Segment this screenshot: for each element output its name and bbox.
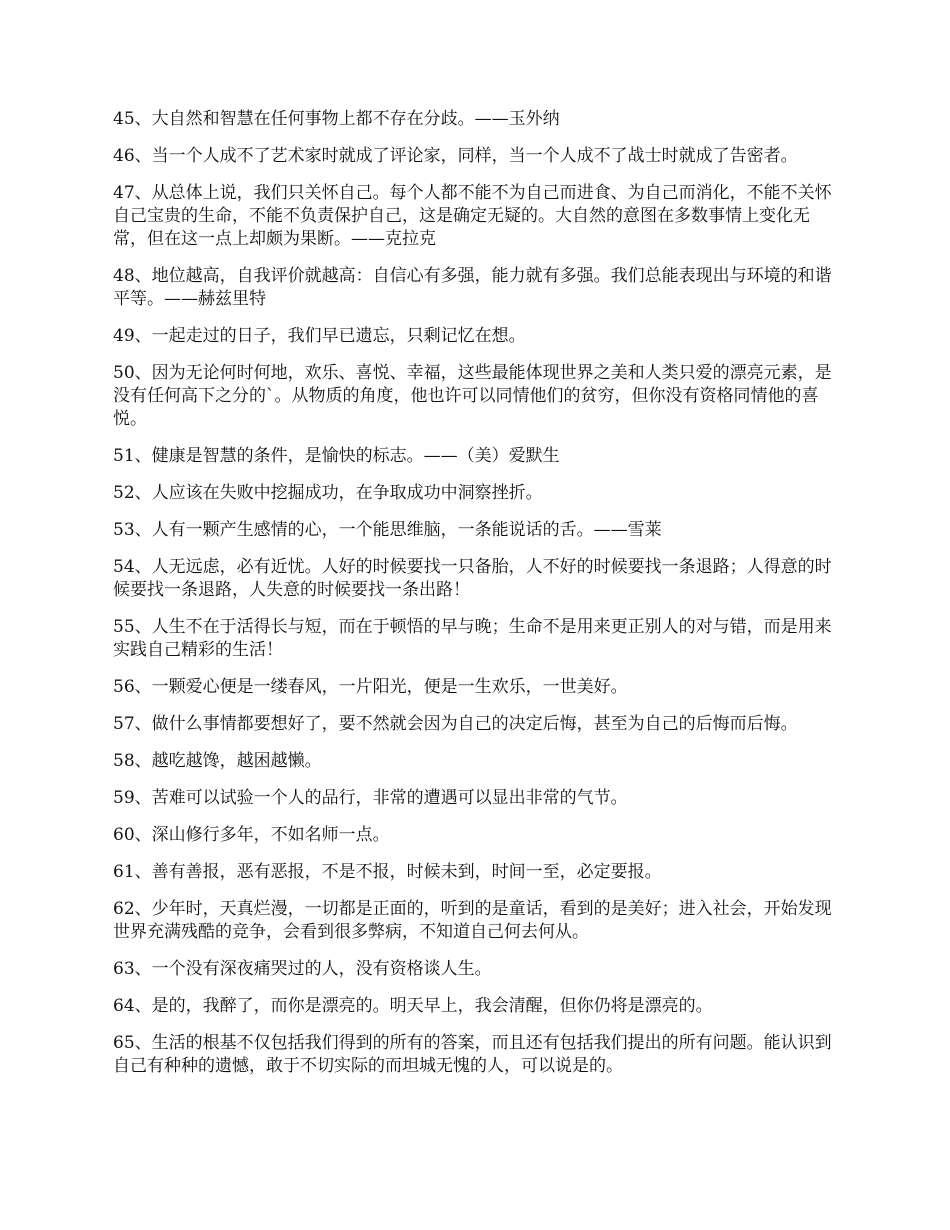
- quote-paragraph: 65、生活的根基不仅包括我们得到的所有的答案，而且还有包括我们提出的所有问题。能认识到自己有种种的遗憾，敢于不切实际的而坦城无愧的人，可以说是的。: [113, 1033, 832, 1076]
- quote-paragraph: 51、健康是智慧的条件，是愉快的标志。——（美）爱默生: [113, 446, 560, 466]
- quote-paragraph: 48、地位越高，自我评价就越高：自信心有多强，能力就有多强。我们总能表现出与环境的和谐平等。——赫兹里特: [113, 266, 832, 309]
- quote-paragraph: 52、人应该在失败中挖掘成功，在争取成功中洞察挫折。: [113, 483, 543, 503]
- quote-paragraph: 58、越吃越馋，越困越懒。: [113, 751, 322, 771]
- quote-paragraph: 64、是的，我醉了，而你是漂亮的。明天早上，我会清醒，但你仍将是漂亮的。: [113, 996, 713, 1016]
- quote-paragraph: 53、人有一颗产生感情的心，一个能思维脑，一条能说话的舌。——雪莱: [113, 520, 662, 540]
- quote-paragraph: 46、当一个人成不了艺术家时就成了评论家，同样，当一个人成不了战士时就成了告密者。: [113, 146, 798, 166]
- document-body: [113, 108, 840, 1092]
- quote-paragraph: 60、深山修行多年，不如名师一点。: [113, 825, 390, 845]
- quote-paragraph: 49、一起走过的日子，我们早已遗忘，只剩记忆在想。: [113, 326, 526, 346]
- quote-paragraph: 55、人生不在于活得长与短，而在于顿悟的早与晚；生命不是用来更正别人的对与错，而是用来实践自己精彩的生活！: [113, 617, 832, 660]
- quote-paragraph: 47、从总体上说，我们只关怀自己。每个人都不能不为自己而进食、为自己而消化，不能不关怀自己宝贵的生命，不能不负责保护自己，这是确定无疑的。大自然的意图在多数事情上变化无常，但在这一点上却颇为果断。——克拉克: [113, 183, 832, 249]
- quote-paragraph: 56、一颗爱心便是一缕春风，一片阳光，便是一生欢乐，一世美好。: [113, 677, 628, 697]
- quote-paragraph: 45、大自然和智慧在任何事物上都不存在分歧。——玉外纳: [113, 109, 560, 129]
- quote-paragraph: 62、少年时，天真烂漫，一切都是正面的，听到的是童话，看到的是美好；进入社会，开始发现世界充满残酷的竞争，会看到很多弊病，不知道自己何去何从。: [113, 899, 832, 942]
- quote-paragraph: 61、善有善报，恶有恶报，不是不报，时候未到，时间一至，必定要报。: [113, 862, 662, 882]
- quote-paragraph: 50、因为无论何时何地，欢乐、喜悦、幸福，这些最能体现世界之美和人类只爱的漂亮元素，是没有任何高下之分的`。从物质的角度，他也许可以同情他们的贫穷，但你没有资格同情他的喜悦。: [113, 363, 832, 429]
- quote-paragraph: 59、苦难可以试验一个人的品行，非常的遭遇可以显出非常的气节。: [113, 788, 628, 808]
- quote-paragraph: 57、做什么事情都要想好了，要不然就会因为自己的决定后悔，甚至为自己的后悔而后悔。: [113, 714, 798, 734]
- quote-paragraph: 63、一个没有深夜痛哭过的人，没有资格谈人生。: [113, 959, 492, 979]
- quote-paragraph: 54、人无远虑，必有近忧。人好的时候要找一只备胎，人不好的时候要找一条退路；人得意的时候要找一条退路，人失意的时候要找一条出路！: [113, 557, 832, 600]
